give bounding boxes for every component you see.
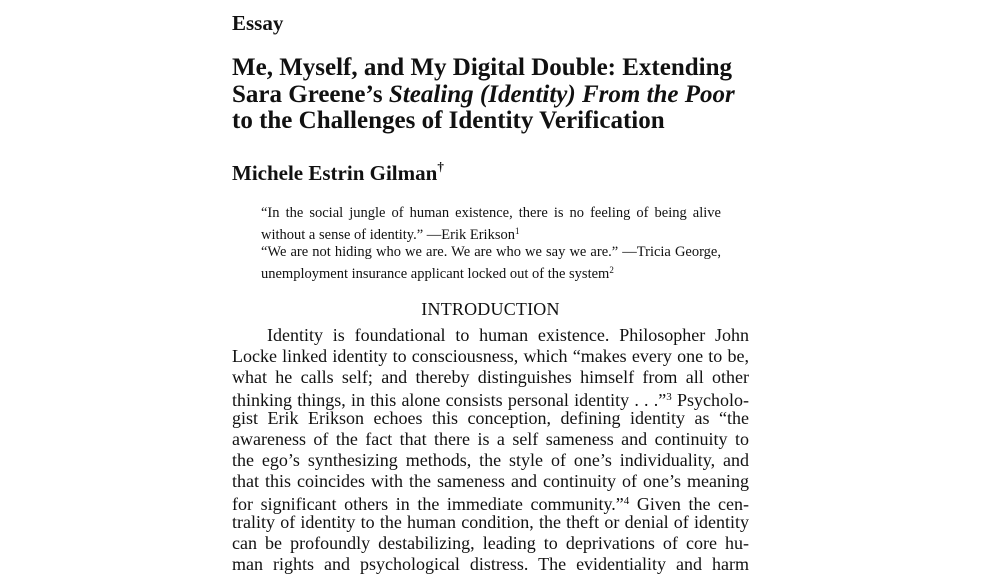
body-line: man rights and psychological distress. The evidentiality and harm xyxy=(232,553,749,574)
body-line: trality of identity to the human condition, the theft or denial of identity xyxy=(232,512,749,533)
footnote-ref[interactable]: 3 xyxy=(666,391,672,404)
body-paragraph xyxy=(232,325,749,575)
title-line-1: Me, Myself, and My Digital Double: Extending xyxy=(232,54,732,81)
title-line-2-prefix: Sara Greene’s xyxy=(232,80,389,108)
body-line: the ego’s synthesizing methods, the style of one’s individuality, and xyxy=(232,449,749,470)
section-heading: INTRODUCTION xyxy=(421,299,560,319)
footnote-ref[interactable]: 2 xyxy=(609,264,614,275)
author-name: Michele Estrin Gilman xyxy=(232,161,438,185)
author-footnote-mark: † xyxy=(437,159,444,174)
article-title xyxy=(232,55,752,135)
author-byline xyxy=(232,159,444,186)
body-line-text: Psycholo- xyxy=(671,390,749,411)
footnote-ref[interactable]: 4 xyxy=(623,495,630,508)
body-line: gist Erik Erikson echoes this conception, defining identity as “the xyxy=(232,408,749,429)
body-line xyxy=(232,387,749,411)
body-line-text: for significant others in the immediate community.” xyxy=(232,494,624,515)
body-line: Identity is foundational to human existence. Philosopher John xyxy=(267,325,749,345)
body-line: that this coincides with the sameness and continuity of one’s meaning xyxy=(232,470,749,491)
epigraph-text: “In the social jungle of human existence, there is no feeling of being alive without a sense of identity.” —Erik Erikson xyxy=(261,205,721,243)
section-label: Essay xyxy=(232,11,284,35)
title-line-2 xyxy=(232,82,752,109)
title-line-3: to the Challenges of Identity Verification xyxy=(232,107,665,134)
body-line-text: thinking things, in this alone consists personal identity . . .” xyxy=(232,390,667,411)
epigraph-george xyxy=(261,244,721,283)
footnote-ref[interactable]: 1 xyxy=(514,225,520,236)
epigraph-text: “We are not hiding who we are. We are who we say we are.” —Tricia George, unemployment insurance applicant locked out of the system xyxy=(261,244,721,282)
title-cited-work: Stealing (Identity) From the Poor xyxy=(388,80,735,108)
epigraph-erikson xyxy=(261,205,721,244)
body-line xyxy=(232,491,749,515)
body-line: awareness of the fact that there is a self sameness and continuity to xyxy=(232,428,749,449)
body-line-text: Given the cen- xyxy=(629,494,749,515)
body-line: what he calls self; and thereby distinguishes himself from all other xyxy=(232,366,749,387)
body-line: Locke linked identity to consciousness, which “makes every one to be, xyxy=(232,345,749,366)
body-line: can be profoundly destabilizing, leading to deprivations of core hu- xyxy=(232,532,749,553)
